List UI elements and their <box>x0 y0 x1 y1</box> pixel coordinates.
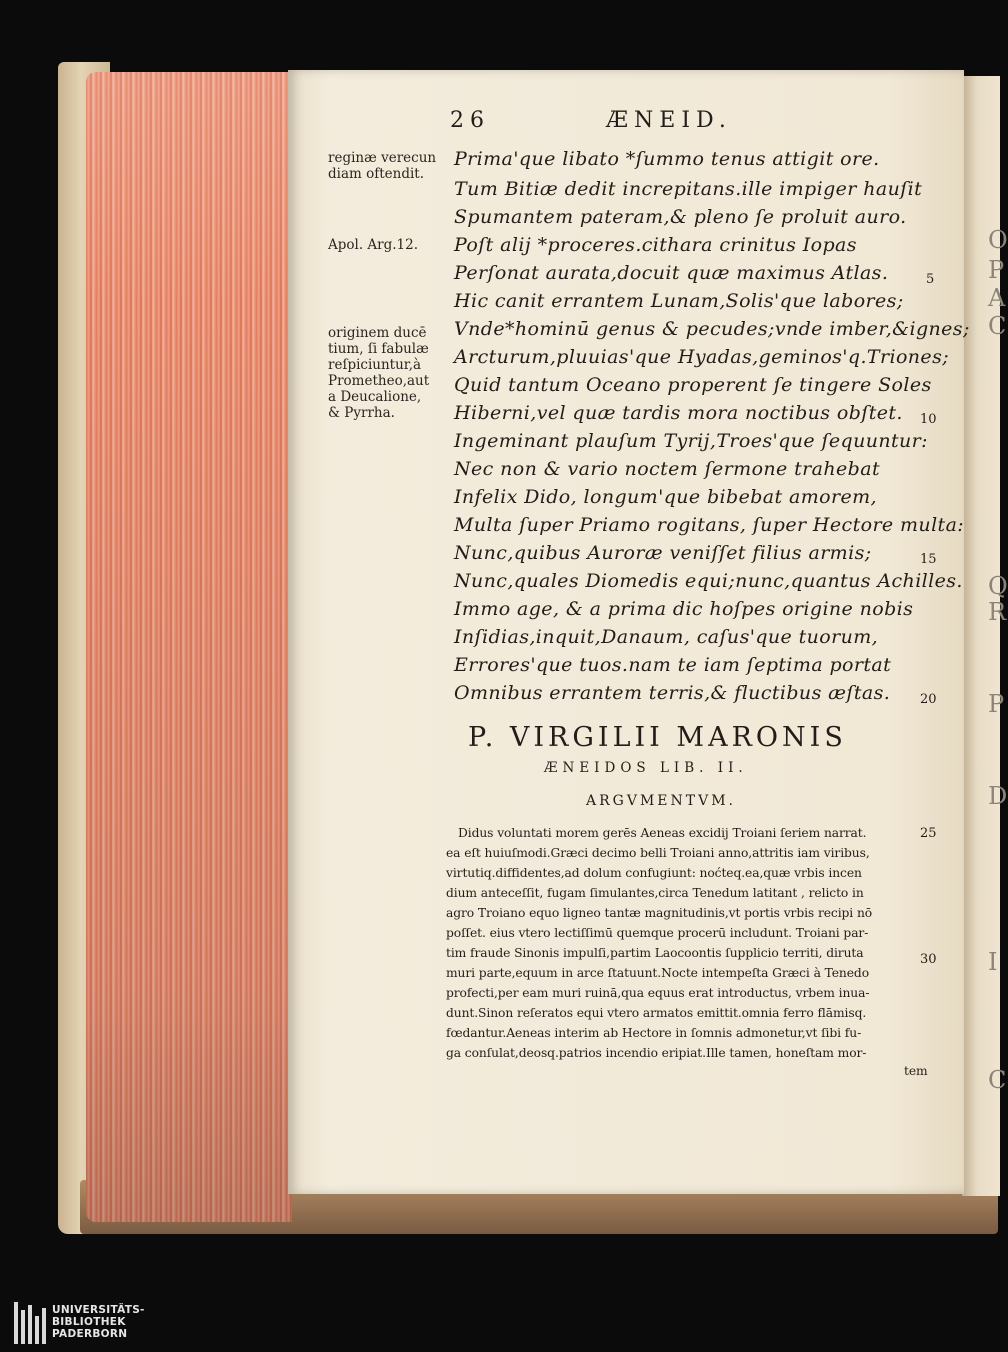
verse-line: Hiberni,vel quæ tardis mora noctibus obſtet. <box>454 402 903 424</box>
facing-page-char: I <box>988 948 998 976</box>
logo-line: PADERBORN <box>52 1328 128 1340</box>
marginal-note: Apol. Arg.12. <box>328 237 419 253</box>
verse-line: Immo age, & a prima dic hoſpes origine nobis <box>454 598 914 620</box>
argument-line: dium anteceſſit, fugam ſimulantes,circa Tenedum latitant , relicto in <box>446 886 864 900</box>
facing-page <box>962 76 1008 1196</box>
line-number: 5 <box>926 272 935 287</box>
line-number: 20 <box>920 692 937 707</box>
verse-line: Spumantem pateram,& pleno ſe proluit auro. <box>454 206 907 228</box>
argument-line: profecti,per eam muri ruinā,qua equus erat introductus, vrbem inua- <box>446 986 870 1000</box>
verse-line: Nunc,quales Diomedis equi;nunc,quantus Achilles. <box>454 570 963 592</box>
verse-line: Quid tantum Oceano properent ſe tingere Soles <box>454 374 932 396</box>
marginal-note: a Deucalione, <box>328 389 422 405</box>
verse-line: Ingeminant plauſum Tyrij,Troes'que ſequuntur: <box>454 430 928 452</box>
line-number: 15 <box>920 552 937 567</box>
page-number: 26 <box>450 108 490 133</box>
argument-heading: ARGVMENTVM. <box>586 793 736 809</box>
logo-line: BIBLIOTHEK <box>52 1316 126 1328</box>
facing-page-char: P <box>988 256 1005 284</box>
facing-page-char: O <box>988 226 1008 254</box>
running-title: ÆNEID. <box>606 108 732 133</box>
verse-line: Multa ſuper Priamo rogitans, ſuper Hectore multa: <box>454 514 965 536</box>
verse-line: Errores'que tuos.nam te iam ſeptima portat <box>454 654 892 676</box>
argument-line: fœdantur.Aeneas interim ab Hectore in ſomnis admonetur,vt ſibi fu- <box>446 1026 862 1040</box>
verse-line: Vnde*hominū genus & pecudes;vnde imber,&ignes; <box>454 318 970 340</box>
argument-line: dunt.Sinon reſeratos equi vtero armatos emittit.omnia ferro flāmisq. <box>446 1006 867 1020</box>
verse-line: Nec non & vario noctem ſermone trahebat <box>454 458 880 480</box>
marginal-note: originem ducē <box>328 325 427 341</box>
facing-page-char: C <box>988 312 1007 340</box>
facing-page-char: R <box>988 598 1007 626</box>
argument-line: ga conſulat,deosq.patrios incendio eripiat.Ille tamen, honeſtam mor- <box>446 1046 867 1060</box>
argument-line: ea eſt huiuſmodi.Græci decimo belli Troiani anno,attritis iam viribus, <box>446 846 870 860</box>
marginal-note: reſpiciuntur,à <box>328 357 422 373</box>
verse-line: Prima'que libato *ſummo tenus attigit ore. <box>454 148 880 170</box>
marginal-note: tium, ſi fabulæ <box>328 341 429 357</box>
book-heading: P. VIRGILII MARONIS <box>468 722 847 753</box>
verse-line: Omnibus errantem terris,& fluctibus æſtas. <box>454 682 891 704</box>
facing-page-char: D <box>988 782 1008 810</box>
logo-line: UNIVERSITÄTS- <box>52 1304 145 1316</box>
argument-line: poſſet. eius vtero lectiſſimū quemque procerū includunt. Troiani par- <box>446 926 869 940</box>
verse-line: Infelix Dido, longum'que bibebat amorem, <box>454 486 877 508</box>
line-number: 25 <box>920 826 937 841</box>
verse-line: Hic canit errantem Lunam,Solis'que labores; <box>454 290 904 312</box>
verse-line: Arcturum,pluuias'que Hyadas,geminos'q.Triones; <box>454 346 950 368</box>
verse-line: Inſidias,inquit,Danaum, caſus'que tuorum, <box>454 626 879 648</box>
argument-line: tim fraude Sinonis impulſi,partim Laocoontis ſupplicio territi, diruta <box>446 946 864 960</box>
marginal-note: & Pyrrha. <box>328 405 395 421</box>
facing-page-char: C <box>988 1066 1007 1094</box>
verse-line: Nunc,quibus Auroræ veniſſet filius armis; <box>454 542 872 564</box>
facing-page-char: Q <box>988 572 1008 600</box>
line-number: 30 <box>920 952 937 967</box>
line-number: 10 <box>920 412 937 427</box>
catchword: tem <box>904 1064 928 1078</box>
library-logo-text <box>52 1304 145 1340</box>
marginal-note: Prometheo,aut <box>328 373 430 389</box>
verse-line: Perſonat aurata,docuit quæ maximus Atlas. <box>454 262 889 284</box>
marginal-note: diam oftendit. <box>328 166 425 182</box>
facing-page-char: P <box>988 690 1005 718</box>
argument-line: agro Troiano equo ligneo tantæ magnitudinis,vt portis vrbis recipi nō <box>446 906 873 920</box>
verse-line: Tum Bitiæ dedit increpitans.ille impiger hauſit <box>454 178 923 200</box>
marginal-note: reginæ verecun <box>328 150 437 166</box>
argument-line: virtutiq.diffidentes,ad dolum confugiunt: noćteq.ea,quæ vrbis incen <box>446 866 862 880</box>
argument-line: Didus voluntati morem gerēs Aeneas excidij Troiani ſeriem narrat. <box>458 826 867 840</box>
argument-line: muri parte,equum in arce ſtatuunt.Nocte intempeſta Græci à Tenedo <box>446 966 870 980</box>
facing-page-char: A <box>988 284 1006 312</box>
book-subheading: ÆNEIDOS LIB. II. <box>544 760 748 776</box>
page-edges-shading <box>86 72 292 1222</box>
verse-line: Poſt alij *proceres.cithara crinitus Iopas <box>454 234 857 256</box>
